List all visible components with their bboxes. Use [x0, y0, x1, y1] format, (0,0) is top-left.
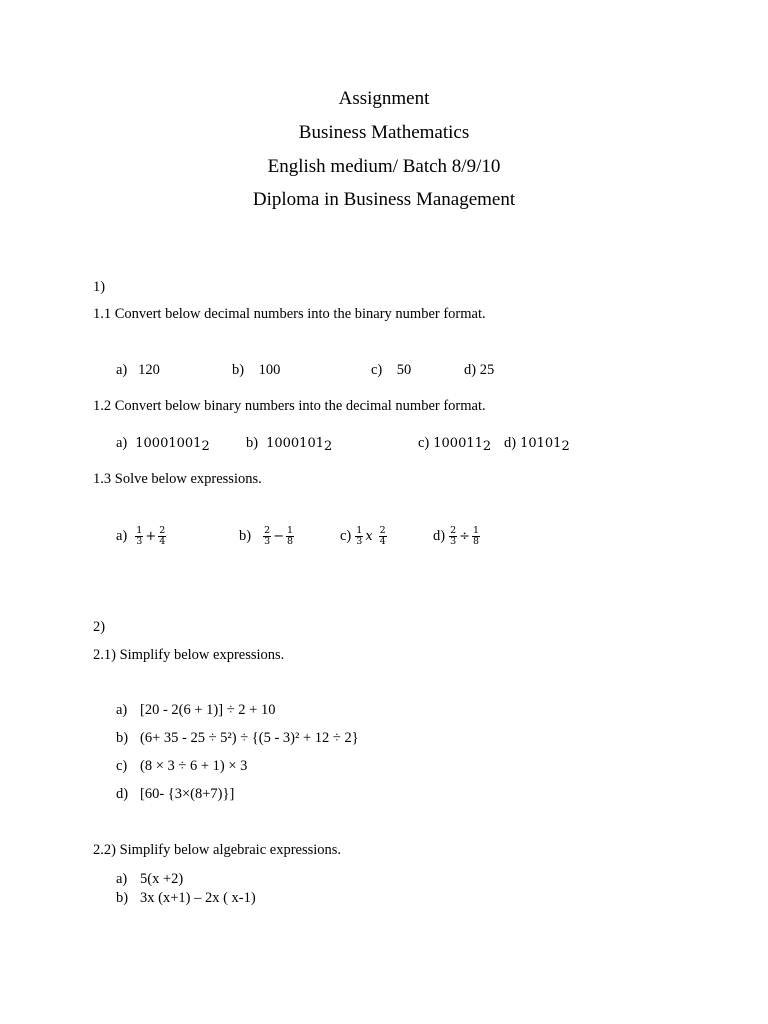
fraction: $\frac{1}{3}$: [356, 525, 363, 547]
item-expression: (8 × 3 ÷ 6 + 1) × 3: [140, 758, 248, 774]
item-label: d): [433, 528, 446, 544]
item-label: b): [232, 362, 245, 378]
title-assignment: Assignment: [338, 88, 430, 109]
item-value: 50: [396, 362, 412, 378]
question-1-3-heading: 1.3 Solve below expressions.: [93, 471, 262, 487]
operator: ÷: [459, 529, 471, 544]
q2-2-item-a: [116, 871, 184, 888]
q1-2-item-a: [116, 434, 210, 454]
item-expression: 3x (x+1) – 2x ( x-1): [140, 890, 256, 906]
question-1-number: 1): [93, 279, 106, 295]
item-label: d): [116, 786, 129, 802]
item-label: c): [116, 758, 128, 774]
operator: +: [145, 529, 157, 544]
fraction: $\frac{2}{3}$: [264, 525, 271, 547]
binary-value: 100011: [433, 436, 483, 451]
question-1-1-heading: 1.1 Convert below decimal numbers into the binary number format.: [93, 306, 486, 322]
question-2-number: 2): [93, 619, 106, 635]
q1-2-item-c: [418, 434, 491, 454]
q1-1-item-d: [464, 362, 494, 379]
binary-value: 10001001: [135, 436, 202, 451]
binary-base: 2: [561, 439, 570, 454]
item-label: c): [418, 434, 430, 451]
operator: −: [273, 529, 285, 544]
item-label: a): [116, 871, 128, 887]
item-label: a): [116, 702, 128, 718]
q1-3-item-c: [340, 526, 387, 547]
fraction: $\frac{2}{4}$: [379, 525, 386, 547]
item-expression: [20 - 2(6 + 1)] ÷ 2 + 10: [140, 702, 276, 718]
item-label: c): [340, 528, 352, 544]
q1-1-item-c: [371, 362, 411, 379]
q2-1-item-c: [116, 758, 248, 775]
q2-1-item-b: [116, 730, 359, 747]
question-2-1-heading: 2.1) Simplify below expressions.: [93, 647, 285, 663]
q1-3-item-b: [239, 526, 294, 547]
q1-2-item-b: [246, 434, 332, 454]
fraction: $\frac{2}{4}$: [159, 525, 166, 547]
title-batch: English medium/ Batch 8/9/10: [267, 156, 501, 177]
fraction: $\frac{1}{3}$: [136, 525, 143, 547]
item-label: d) 25: [464, 362, 495, 378]
item-label: a): [116, 434, 128, 451]
item-label: c): [371, 362, 383, 378]
fraction: $\frac{1}{8}$: [473, 525, 480, 547]
item-label: b): [246, 434, 259, 451]
question-2-2-heading: 2.2) Simplify below algebraic expressions.: [93, 842, 342, 858]
item-label: a): [116, 362, 128, 378]
title-subject: Business Mathematics: [298, 122, 470, 143]
item-expression: 5(x +2): [140, 871, 184, 887]
item-value: 120: [138, 362, 160, 378]
item-label: b): [116, 730, 129, 746]
fraction: $\frac{1}{8}$: [287, 525, 294, 547]
q2-1-item-d: [116, 786, 235, 803]
q2-2-item-b: [116, 890, 256, 907]
binary-base: 2: [482, 439, 492, 454]
fraction: $\frac{2}{3}$: [450, 525, 457, 547]
binary-value: 10101: [520, 436, 562, 451]
question-1-2-heading: 1.2 Convert below binary numbers into the decimal number format.: [93, 398, 486, 414]
q2-1-item-a: [116, 702, 276, 719]
q1-1-item-b: [232, 362, 280, 379]
q1-2-item-d: [504, 434, 570, 454]
item-value: 100: [258, 362, 281, 378]
item-expression: (6+ 35 - 25 ÷ 5²) ÷ {(5 - 3)² + 12 ÷ 2}: [140, 730, 359, 746]
item-label: d): [504, 434, 517, 451]
binary-base: 2: [324, 439, 333, 454]
operator: x: [365, 529, 373, 544]
item-label: b): [116, 890, 129, 906]
item-label: a): [116, 528, 128, 544]
q1-3-item-d: [433, 526, 480, 547]
q1-3-item-a: [116, 526, 166, 547]
q1-1-item-a: [116, 362, 160, 379]
item-label: b): [239, 528, 252, 544]
binary-base: 2: [201, 439, 210, 454]
binary-value: 1000101: [266, 436, 324, 451]
title-programme: Diploma in Business Management: [252, 189, 516, 210]
item-expression: [60- {3×(8+7)}]: [140, 786, 235, 802]
